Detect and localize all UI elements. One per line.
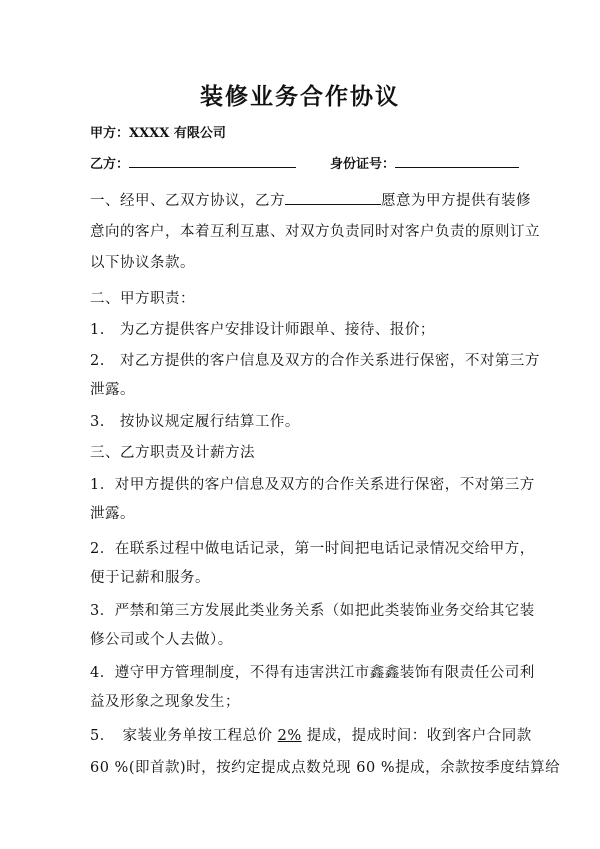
s3-item-3-line-2: 修公司或个人去做）。: [90, 632, 233, 648]
s3-item-1-line-1: 1．对甲方提供的客户信息及双方的合作关系进行保密，不对第三方: [90, 477, 535, 493]
commission-percent: 2%: [277, 728, 302, 744]
s1-line-1: [90, 189, 531, 210]
document-title: 装修业务合作协议: [200, 84, 400, 110]
s3-item-5-line-2: 60 %(即首款)时，按约定提成点数兑现 60 %提成，余款按季度结算给: [90, 760, 561, 776]
party-b-label: 乙方：: [90, 157, 130, 172]
party-b-blank: [129, 155, 296, 168]
s2-item-2-line-1: 2. 对乙方提供的客户信息及双方的合作关系进行保密，不对第三方: [90, 353, 540, 369]
s3-item-3-line-1: 3．严禁和第三方发展此类业务关系（如把此类装饰业务交给其它装: [90, 603, 535, 619]
s1-text-b: 愿意为甲方提供有装修: [381, 193, 531, 209]
s3-item-4-line-2: 益及形象之现象发生；: [90, 694, 240, 710]
s3-heading: 三、乙方职责及计薪方法: [90, 445, 255, 461]
party-b-line: [90, 153, 296, 172]
s3-item-5-text-b: 提成，提成时间：收到客户合同款: [306, 728, 532, 744]
s2-heading: 二、甲方职责：: [90, 291, 195, 307]
s1-blank: [285, 190, 381, 205]
s2-item-3: 3. 按协议规定履行结算工作。: [90, 414, 300, 430]
s3-item-5-line-1: [90, 724, 532, 745]
s1-line-3: 以下协议条款。: [90, 255, 195, 271]
s3-item-2-line-1: 2．在联系过程中做电话记录，第一时间把电话记录情况交给甲方，: [90, 541, 535, 557]
party-a-line: 甲方：XXXX 有限公司: [90, 126, 226, 141]
s3-item-2-line-2: 便于记薪和服务。: [90, 570, 210, 586]
s2-item-1: 1. 为乙方提供客户安排设计师跟单、接待、报价；: [90, 322, 435, 338]
id-number-label: 身份证号：: [330, 157, 396, 172]
s3-item-4-line-1: 4．遵守甲方管理制度，不得有违害洪江市鑫鑫装饰有限责任公司利: [90, 665, 535, 681]
s3-item-5-text-a: 5． 家装业务单按工程总价: [90, 728, 273, 744]
s3-item-1-line-2: 泄露。: [90, 506, 135, 522]
s2-item-2-line-2: 泄露。: [90, 382, 135, 398]
s1-line-2: 意向的客户，本着互利互惠、对双方负责同时对客户负责的原则订立: [90, 224, 540, 240]
id-number-blank: [395, 155, 519, 168]
id-number-line: [330, 153, 519, 172]
s1-text-a: 一、经甲、乙双方协议，乙方: [90, 193, 285, 209]
